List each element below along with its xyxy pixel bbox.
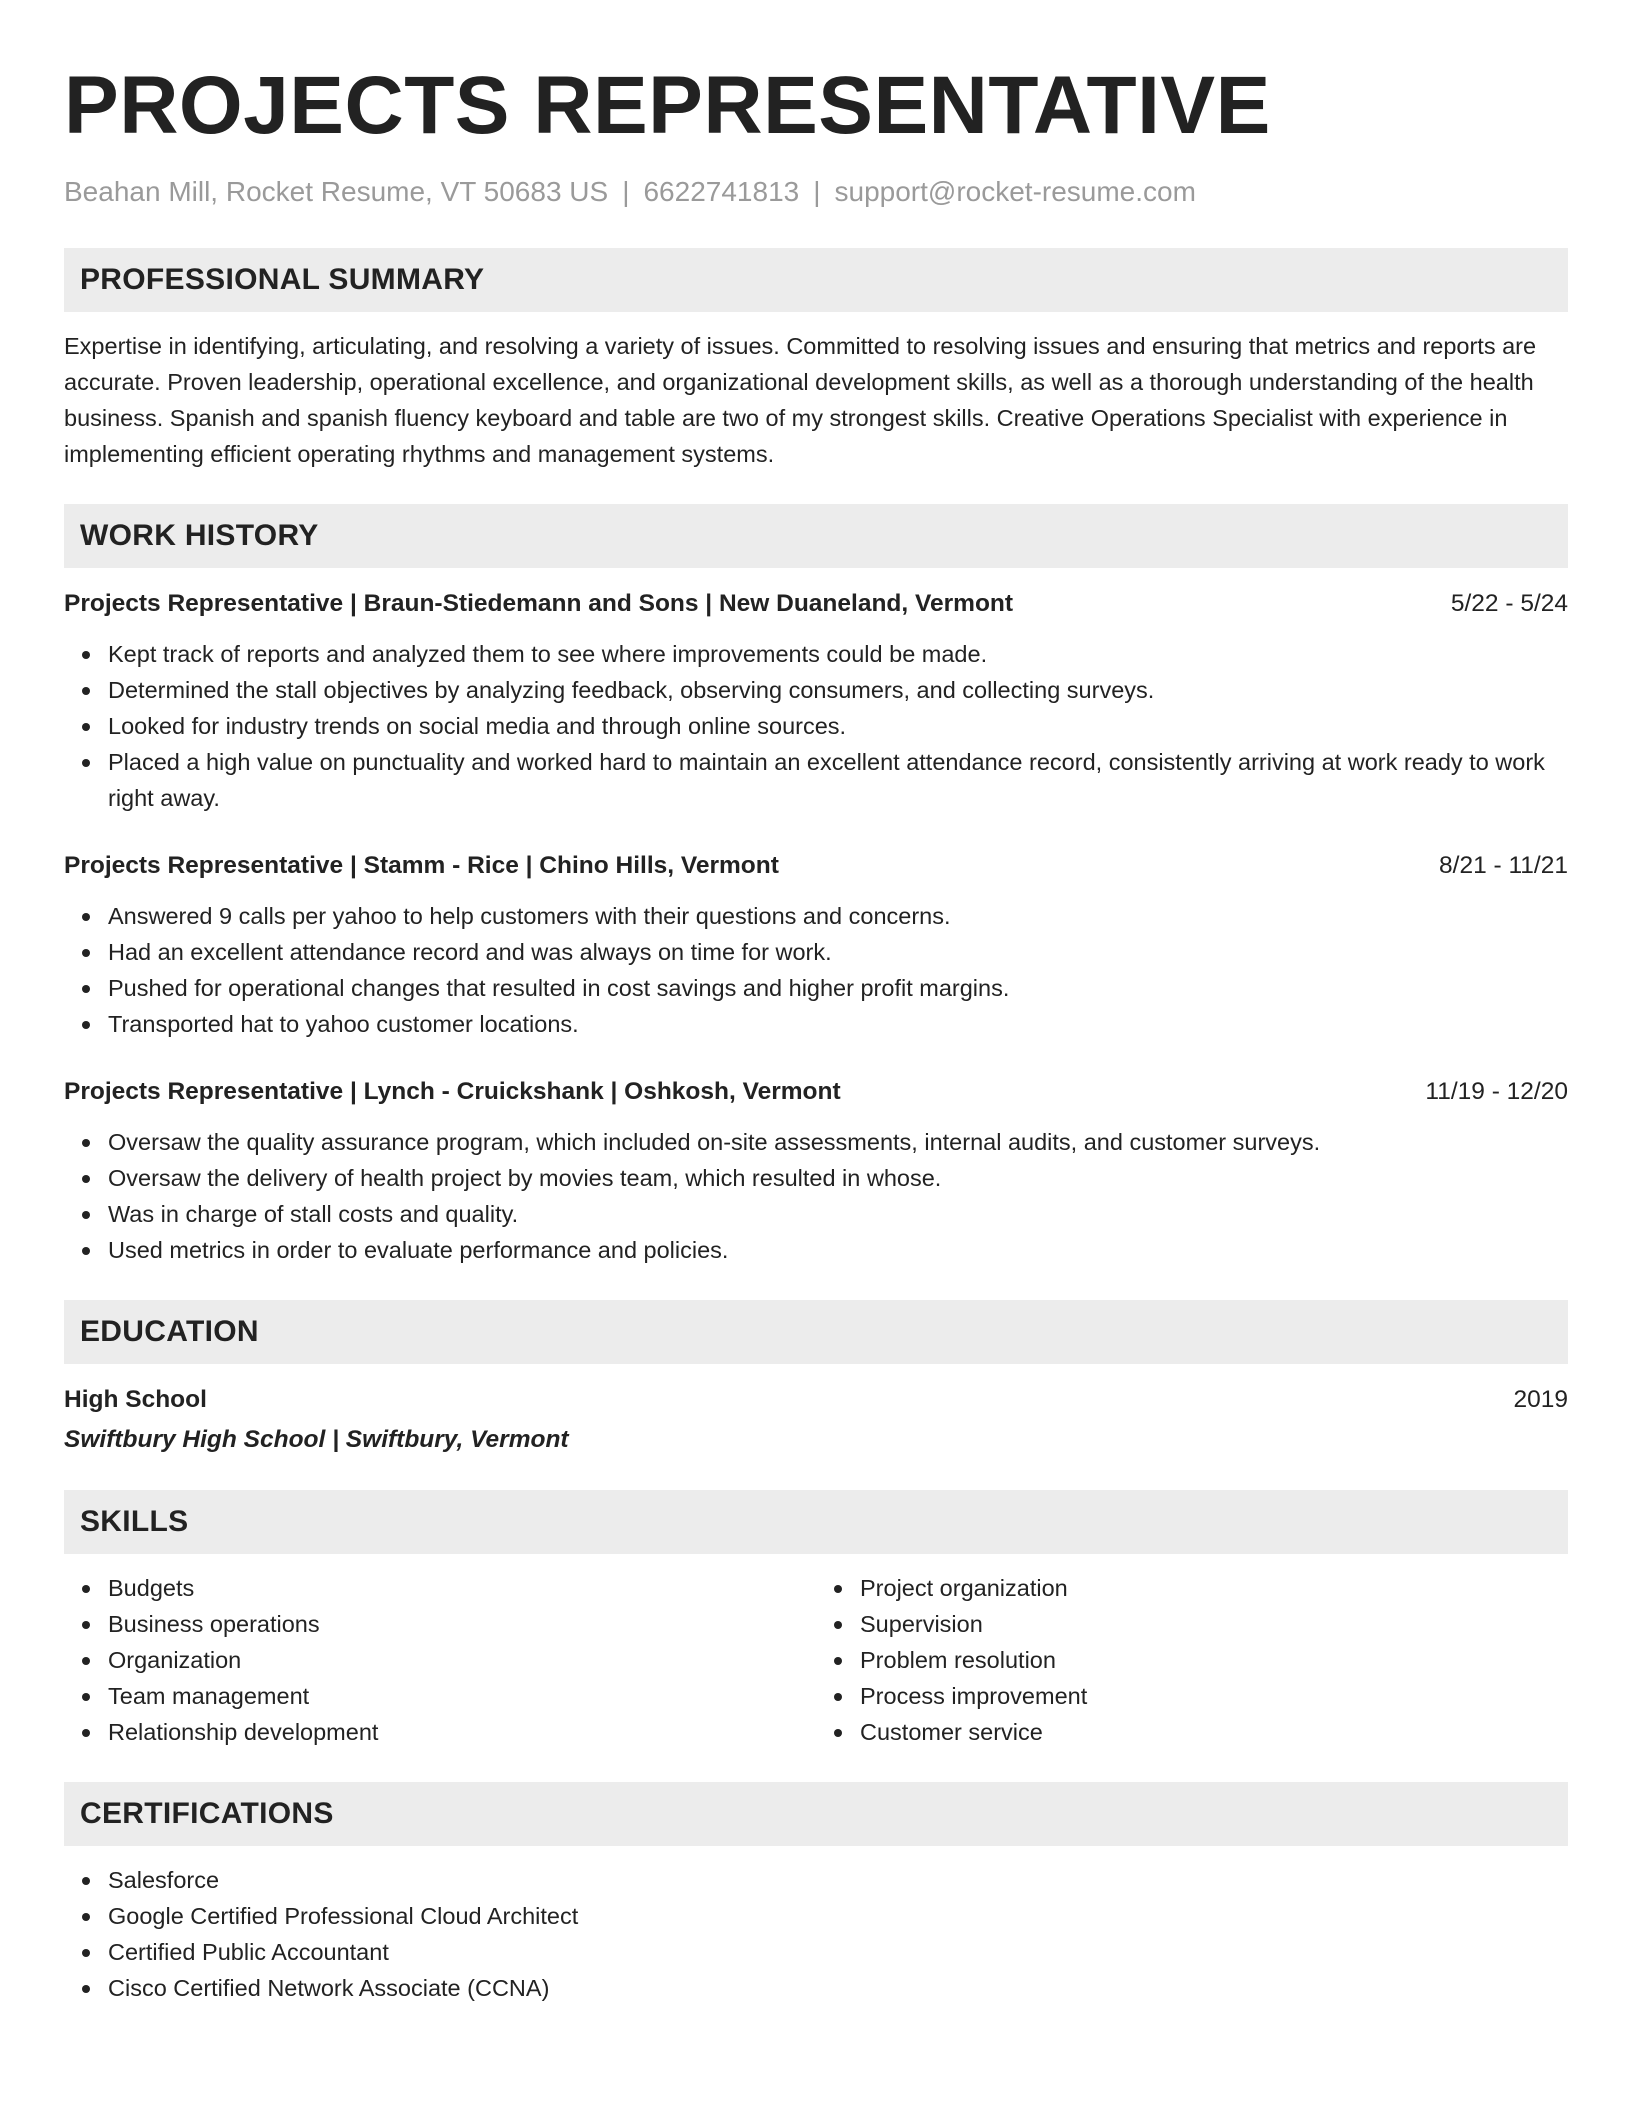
work-history-heading: WORK HISTORY: [64, 504, 1568, 568]
job-bullet: Transported hat to yahoo customer locations.: [108, 1006, 1568, 1042]
skills-column-right: [816, 1570, 1568, 1750]
job-bullets: [64, 898, 1568, 1042]
education-header: [64, 1382, 1568, 1418]
contact-separator: |: [813, 176, 821, 207]
job-bullet: Oversaw the delivery of health project by movies team, which resulted in whose.: [108, 1160, 1568, 1196]
job-header: [64, 1074, 1568, 1110]
job-bullet: Had an excellent attendance record and was always on time for work.: [108, 934, 1568, 970]
job-header: [64, 848, 1568, 884]
certifications-heading: CERTIFICATIONS: [64, 1782, 1568, 1846]
job-bullets: [64, 1124, 1568, 1268]
contact-phone: 6622741813: [643, 176, 800, 207]
skill-item: Business operations: [108, 1606, 816, 1642]
skills-column-left: [64, 1570, 816, 1750]
skill-item: Budgets: [108, 1570, 816, 1606]
job-bullet: Determined the stall objectives by analyzing feedback, observing consumers, and collecting surveys.: [108, 672, 1568, 708]
job-title: Projects Representative | Braun-Stiedemann and Sons | New Duaneland, Vermont: [64, 590, 1014, 617]
certification-item: Salesforce: [108, 1862, 1568, 1898]
certification-item: Google Certified Professional Cloud Architect: [108, 1898, 1568, 1934]
skills-heading: SKILLS: [64, 1490, 1568, 1554]
job-bullet: Used metrics in order to evaluate performance and policies.: [108, 1232, 1568, 1268]
contact-address: Beahan Mill, Rocket Resume, VT 50683 US: [64, 176, 609, 207]
education-school: Swiftbury High School | Swiftbury, Vermont: [64, 1426, 569, 1453]
job-header: [64, 586, 1568, 622]
job-bullet: Answered 9 calls per yahoo to help customers with their questions and concerns.: [108, 898, 1568, 934]
job-dates: 5/22 - 5/24: [1450, 590, 1568, 617]
skill-item: Project organization: [860, 1570, 1568, 1606]
contact-line: [64, 174, 1568, 210]
contact-email: support@rocket-resume.com: [834, 176, 1196, 207]
contact-separator: |: [622, 176, 630, 207]
job-bullets: [64, 636, 1568, 816]
skill-item: Process improvement: [860, 1678, 1568, 1714]
job-bullet: Looked for industry trends on social media and through online sources.: [108, 708, 1568, 744]
job-dates: 11/19 - 12/20: [1425, 1078, 1568, 1105]
job-entry: [64, 586, 1568, 816]
skill-item: Team management: [108, 1678, 816, 1714]
job-bullet: Pushed for operational changes that resulted in cost savings and higher profit margins.: [108, 970, 1568, 1006]
job-entry: [64, 848, 1568, 1042]
education-heading: EDUCATION: [64, 1300, 1568, 1364]
job-entry: [64, 1074, 1568, 1268]
skill-item: Relationship development: [108, 1714, 816, 1750]
skill-item: Organization: [108, 1642, 816, 1678]
skills-grid: [64, 1570, 1568, 1750]
job-bullet: Oversaw the quality assurance program, which included on-site assessments, internal audits, and customer surveys.: [108, 1124, 1568, 1160]
education-degree: High School: [64, 1386, 207, 1413]
resume-name: PROJECTS REPRESENTATIVE: [64, 60, 1271, 151]
certifications-list: [64, 1862, 1568, 2006]
summary-heading: PROFESSIONAL SUMMARY: [64, 248, 1568, 312]
job-title: Projects Representative | Lynch - Cruickshank | Oshkosh, Vermont: [64, 1078, 841, 1105]
job-bullet: Was in charge of stall costs and quality.: [108, 1196, 1568, 1232]
skill-item: Supervision: [860, 1606, 1568, 1642]
job-dates: 8/21 - 11/21: [1439, 852, 1568, 879]
summary-text: Expertise in identifying, articulating, and resolving a variety of issues. Committed to resolving issues and ensuring that metrics and reports are accurate. Proven leadership, operational excellence, and organizational development skills, as well as a thorough understanding of the health business. Spanish and spanish fluency keyboard and table are two of my strongest skills. Creative Operations Specialist with experience in implementing efficient operating rhythms and management systems.: [64, 333, 1537, 467]
skill-item: Problem resolution: [860, 1642, 1568, 1678]
certification-item: Cisco Certified Network Associate (CCNA): [108, 1970, 1568, 2006]
education-entry: [64, 1382, 1568, 1458]
job-title: Projects Representative | Stamm - Rice | Chino Hills, Vermont: [64, 852, 779, 879]
certification-item: Certified Public Accountant: [108, 1934, 1568, 1970]
job-bullet: Placed a high value on punctuality and worked hard to maintain an excellent attendance record, consistently arriving at work ready to work right away.: [108, 744, 1568, 816]
skill-item: Customer service: [860, 1714, 1568, 1750]
education-year: 2019: [1513, 1386, 1568, 1413]
job-bullet: Kept track of reports and analyzed them to see where improvements could be made.: [108, 636, 1568, 672]
